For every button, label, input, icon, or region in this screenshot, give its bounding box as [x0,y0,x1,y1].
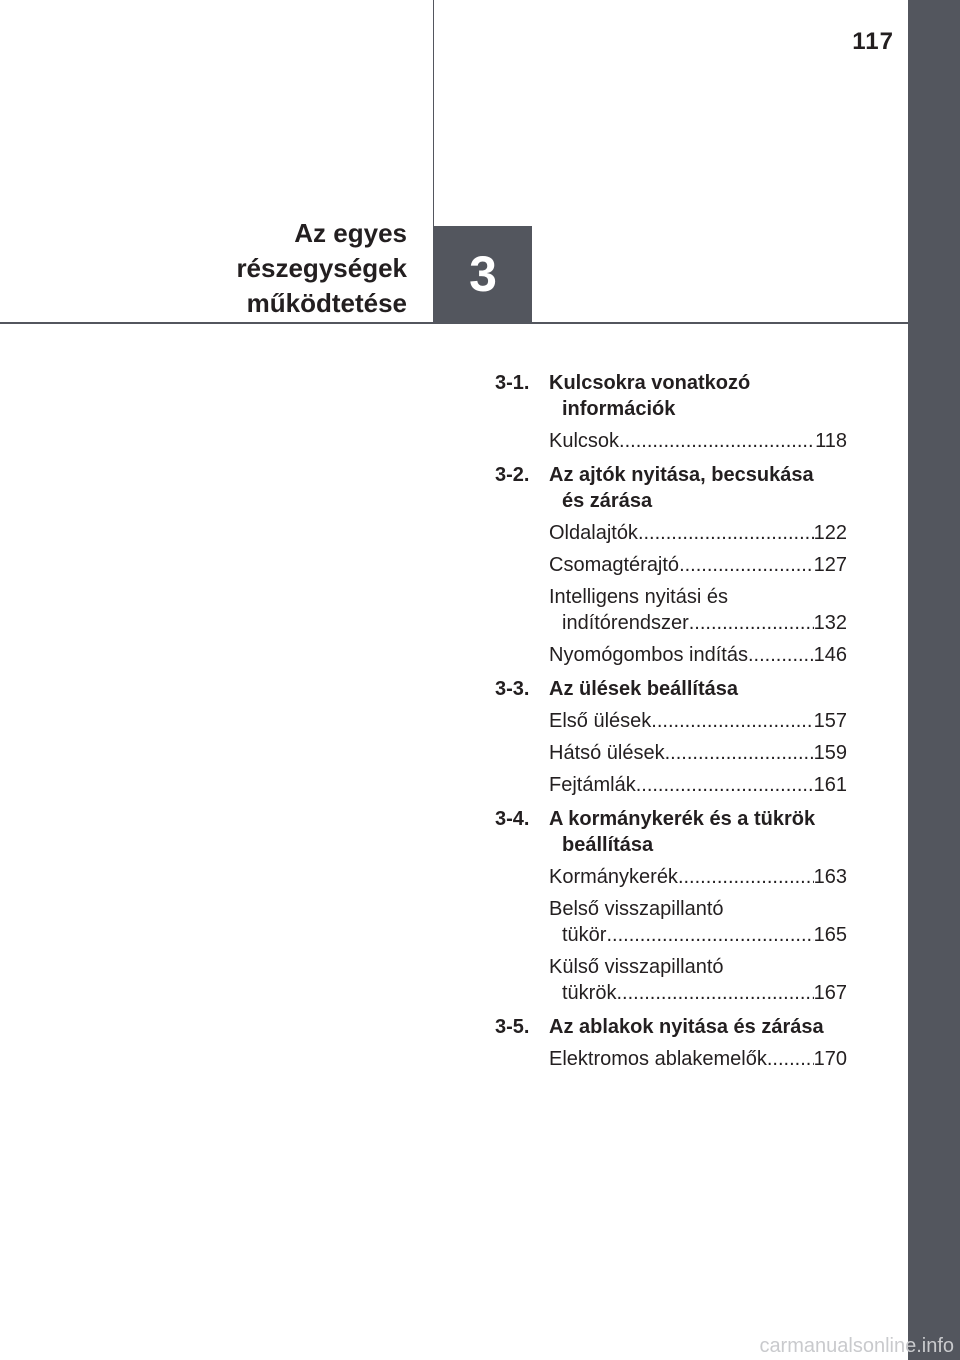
toc-section-number: 3-1. [495,372,530,394]
chapter-title-line: működtetése [246,288,407,318]
toc-entry-label: tükrök [562,982,617,1004]
toc-section [495,806,847,1006]
side-tab-bar [908,0,960,1360]
toc-entry-label: Hátsó ülések [549,742,665,764]
toc-entry[interactable] [549,708,847,734]
toc-entry-label: Kulcsok [549,430,620,452]
toc-leader-dots [678,864,814,890]
toc-entry-label-line: Intelligens nyitási és [549,586,728,608]
toc-section-title-line: Az ajtók nyitása, becsukása [549,464,814,486]
toc-leader-dots [619,428,815,454]
toc-section-title [549,806,847,858]
toc-entry-row [549,772,847,798]
toc-entry-label: Nyomógombos indítás [549,644,748,666]
toc-section [495,370,847,454]
toc-entry[interactable] [549,740,847,766]
toc-entry-row [549,520,847,546]
toc-entry[interactable] [549,954,847,1006]
toc-leader-dots [767,1046,814,1072]
chapter-number-box [434,226,532,322]
toc-leader-dots [636,772,814,798]
chapter-title [47,216,407,321]
toc-entry-row [549,642,847,668]
toc-entry-page: 127 [813,554,847,576]
toc-section-heading[interactable] [495,676,847,702]
toc-entry[interactable] [549,896,847,948]
toc-section-title-line: és zárása [562,490,653,512]
toc-entry[interactable] [549,864,847,890]
table-of-contents [495,370,847,1080]
toc-entry-page: 122 [813,522,847,544]
toc-section-title-line: Az ablakok nyitása és zárása [549,1016,824,1038]
toc-entry-page: 132 [813,612,847,634]
toc-section-title [549,370,847,422]
toc-entry-row [549,428,847,454]
toc-leader-dots [679,552,814,578]
toc-entry[interactable] [549,584,847,636]
chapter-title-line: részegységek [236,253,407,283]
toc-leader-dots [616,980,813,1006]
toc-section-title [549,1014,847,1040]
chapter-number: 3 [469,246,497,302]
toc-entry-label: Első ülések [549,710,652,732]
toc-entry-page: 167 [813,982,847,1004]
toc-section-title-line: beállítása [562,834,654,856]
toc-section-title [549,462,847,514]
toc-entry[interactable] [549,552,847,578]
toc-entry-page: 161 [813,774,847,796]
toc-entry-row [549,552,847,578]
toc-section-title-line: Kulcsokra vonatkozó [549,372,751,394]
toc-entry-row [549,610,847,636]
chapter-title-line: Az egyes [294,218,407,248]
toc-entry-page: 170 [813,1048,847,1070]
toc-entry-page: 118 [815,430,847,452]
toc-entry-row [549,708,847,734]
toc-leader-dots [665,740,814,766]
toc-leader-dots [638,520,814,546]
toc-entry-label: Kormánykerék [549,866,678,888]
toc-section-title-line: A kormánykerék és a tükrök [549,808,816,830]
toc-section-title-line: Az ülések beállítása [549,678,738,700]
toc-entry-label: Csomagtérajtó [549,554,680,576]
page-number: 117 [852,28,894,55]
toc-section-heading[interactable] [495,370,847,422]
toc-leader-dots [748,642,814,668]
toc-entry-row [549,864,847,890]
toc-section [495,1014,847,1072]
toc-entry-label: indítórendszer [562,612,689,634]
toc-entry-row [549,922,847,948]
toc-entry[interactable] [549,1046,847,1072]
toc-section [495,676,847,798]
toc-leader-dots [606,922,813,948]
toc-section-heading[interactable] [495,806,847,858]
toc-leader-dots [651,708,813,734]
toc-section-number: 3-5. [495,1016,530,1038]
toc-entry-row [549,1046,847,1072]
toc-entry-label-line: Belső visszapillantó [549,898,724,920]
toc-entry-label: Elektromos ablakemelők [549,1048,767,1070]
toc-entry-label: tükör [562,924,607,946]
toc-entry-row [549,740,847,766]
toc-entry-row [549,980,847,1006]
toc-entry[interactable] [549,772,847,798]
toc-entry-page: 163 [813,866,847,888]
toc-entry-page: 159 [813,742,847,764]
toc-section-title [549,676,847,702]
toc-section [495,462,847,668]
header-horizontal-rule [0,322,908,324]
toc-section-number: 3-2. [495,464,530,486]
toc-section-number: 3-4. [495,808,530,830]
toc-entry-label: Oldalajtók [549,522,638,544]
toc-section-title-line: információk [562,398,676,420]
toc-entry[interactable] [549,642,847,668]
toc-entry[interactable] [549,520,847,546]
toc-entry[interactable] [549,428,847,454]
watermark: carmanualsonline.info [759,1335,954,1357]
toc-entry-page: 165 [813,924,847,946]
toc-entry-page: 157 [813,710,847,732]
toc-leader-dots [689,610,814,636]
toc-entry-label-line: Külső visszapillantó [549,956,724,978]
toc-section-number: 3-3. [495,678,530,700]
toc-entry-label: Fejtámlák [549,774,636,796]
toc-entry-page: 146 [813,644,847,666]
toc-section-heading[interactable] [495,1014,847,1040]
toc-section-heading[interactable] [495,462,847,514]
